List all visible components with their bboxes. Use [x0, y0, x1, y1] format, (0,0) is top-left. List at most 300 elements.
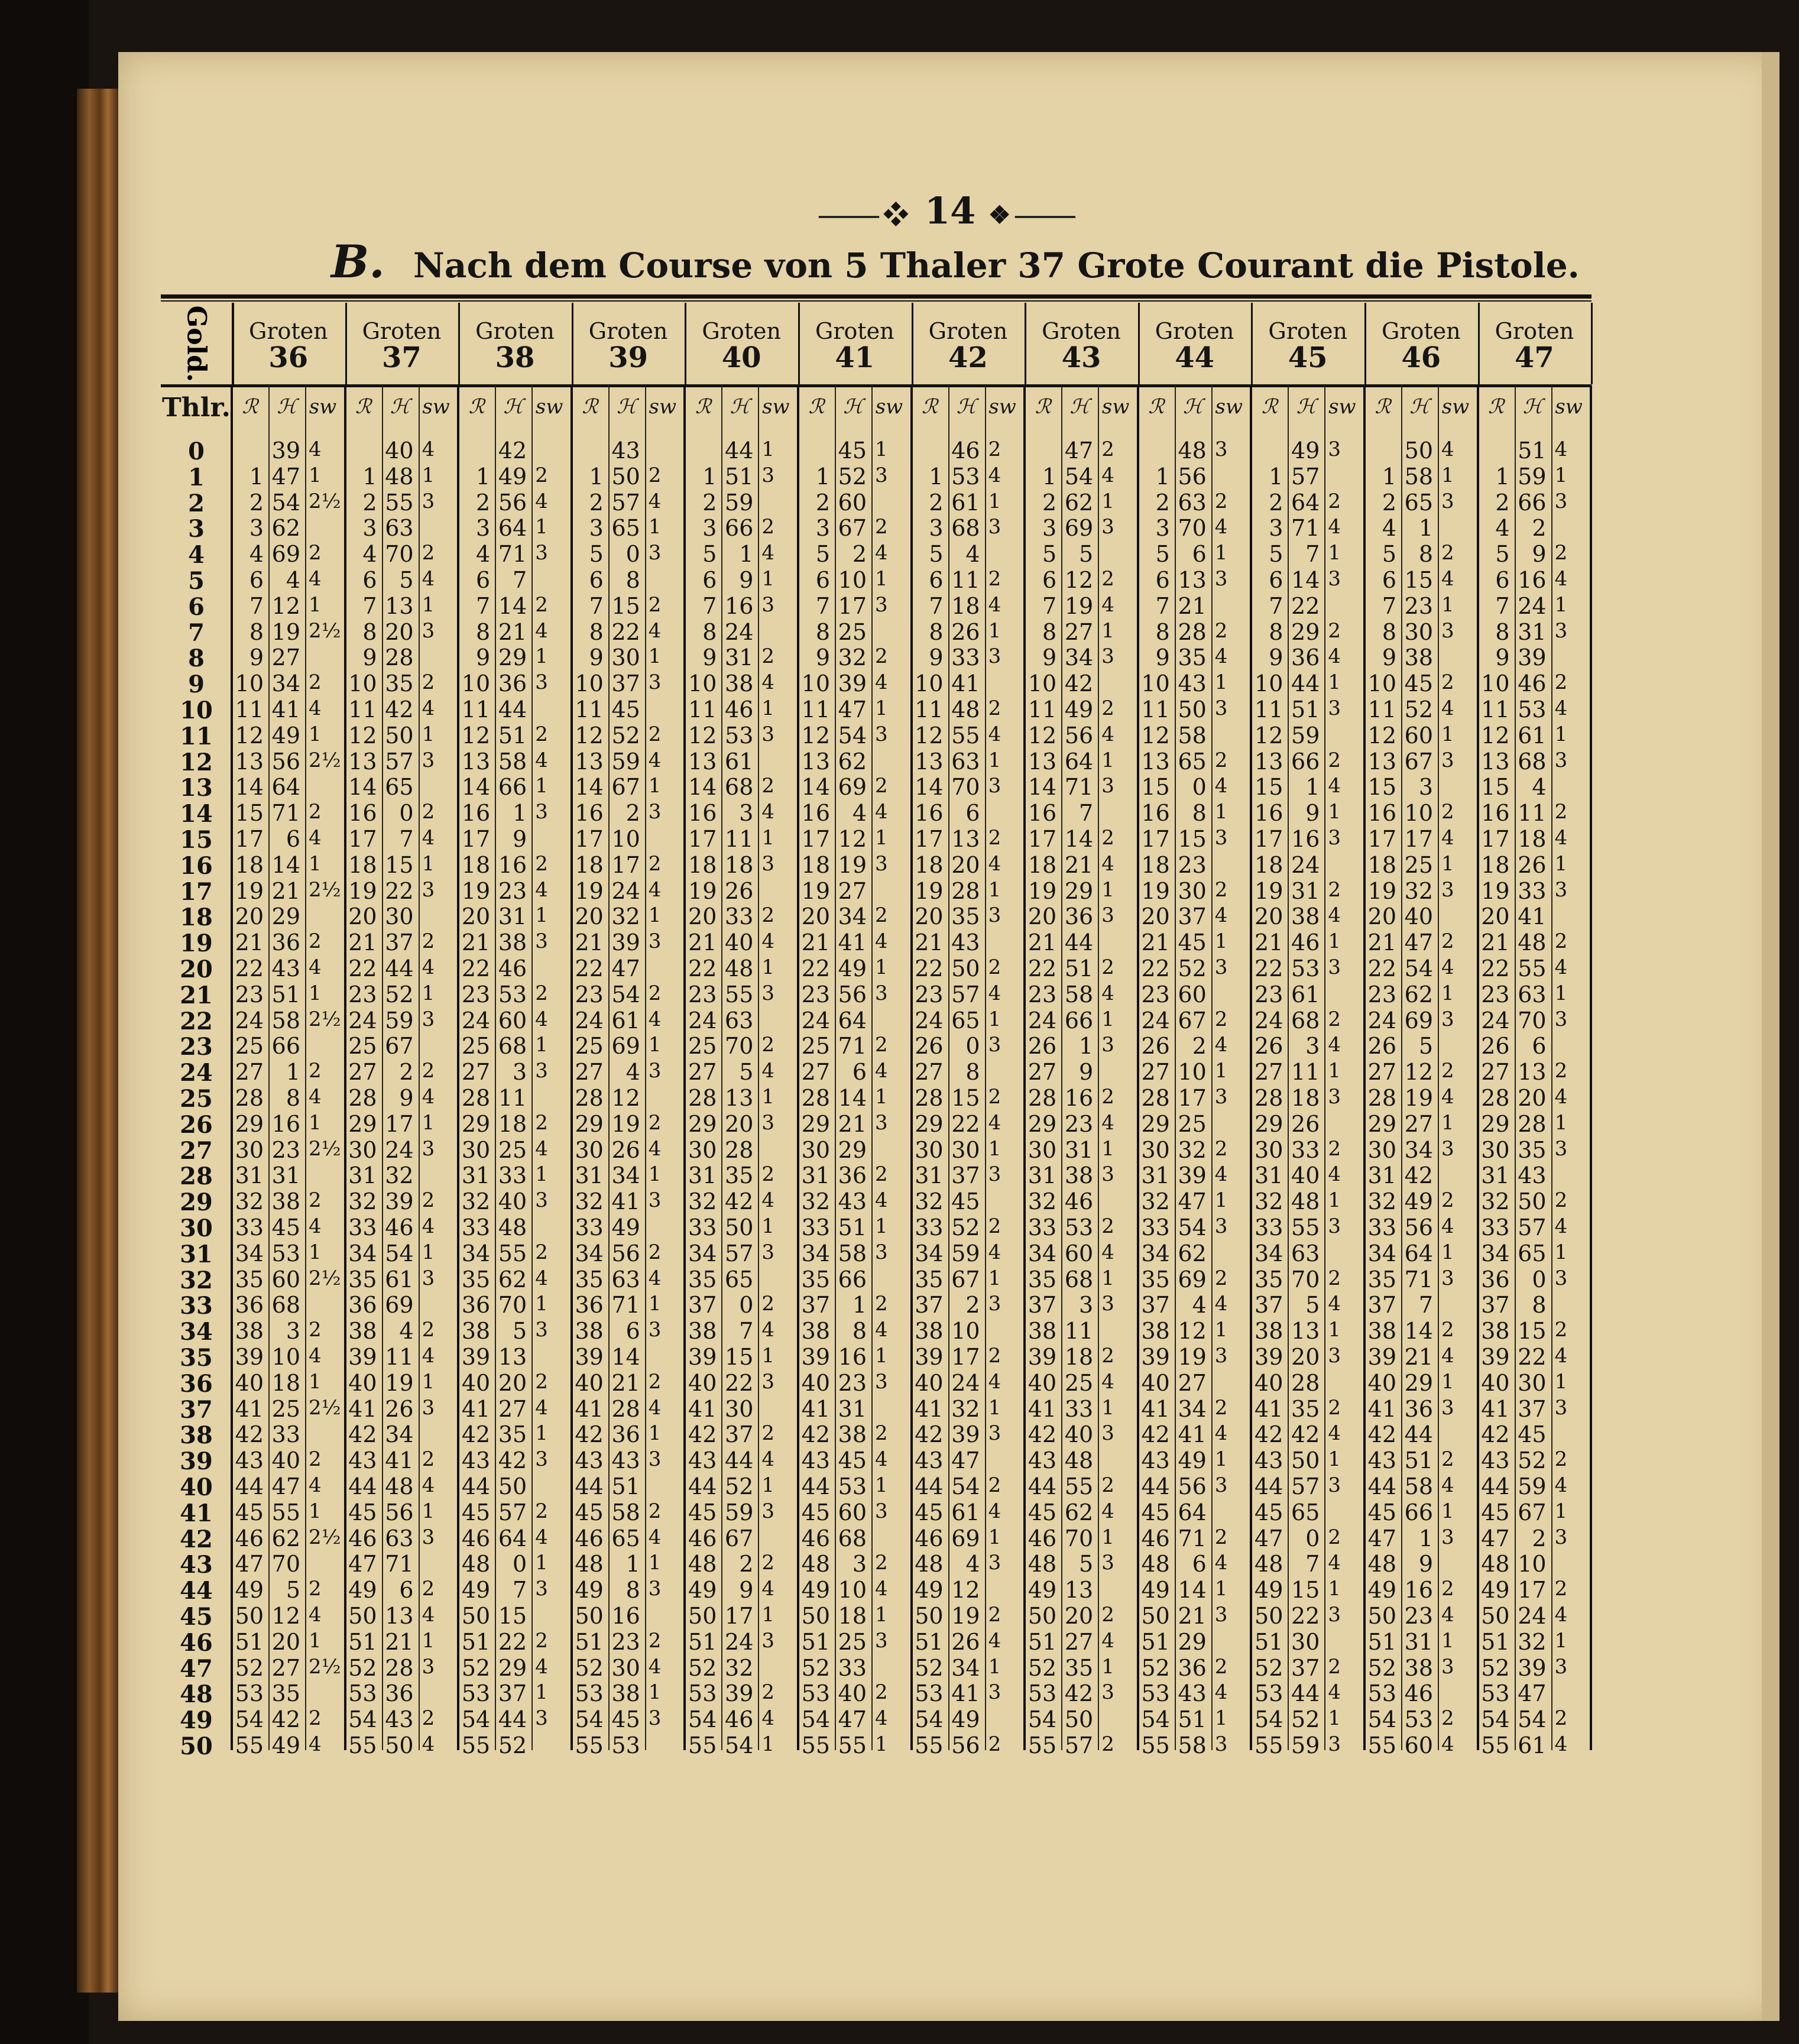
- table-cell: 28: [1255, 1085, 1283, 1111]
- table-cell: 33: [688, 1214, 717, 1240]
- table-cell: 61: [1518, 722, 1547, 749]
- table-cell: 24: [1367, 1007, 1396, 1034]
- table-cell: 24: [915, 1007, 944, 1034]
- table-cell: 2: [761, 1292, 775, 1316]
- table-cell: 10: [1255, 670, 1283, 697]
- table-cell: 4: [988, 722, 1001, 746]
- table-cell: [1098, 1318, 1133, 1343]
- table-cell: 7: [1269, 592, 1283, 619]
- table-cell: 19: [838, 851, 867, 878]
- table-cell: 15: [611, 592, 640, 619]
- table-cell: 2: [1554, 800, 1568, 824]
- table-cell: 54: [725, 1732, 754, 1758]
- table-cell: 35: [1141, 1266, 1170, 1293]
- table-cell: [305, 1421, 341, 1446]
- table-cell: 3: [1328, 1344, 1341, 1368]
- table-cell: [758, 1266, 793, 1291]
- table-cell: 3: [648, 670, 662, 695]
- table-cell: 7: [513, 1577, 527, 1604]
- sub-header-grote: ℋ: [503, 395, 523, 419]
- table-cell: 64: [1064, 748, 1094, 775]
- table-cell: [1324, 1629, 1360, 1654]
- table-cell: 28: [1291, 1369, 1320, 1396]
- table-cell: 67: [1178, 1007, 1207, 1034]
- table-cell: 35: [1255, 1266, 1283, 1293]
- table-cell: 3: [761, 722, 775, 746]
- table-cell: 4: [1495, 515, 1510, 542]
- table-cell: [645, 1344, 680, 1369]
- table-cell: [305, 774, 341, 799]
- table-cell: 44: [1481, 1473, 1510, 1499]
- sub-header-rth: ℛ: [922, 395, 938, 419]
- table-cell: 3: [648, 1447, 662, 1472]
- table-cell: 5: [739, 1059, 754, 1086]
- group-divider: [1590, 386, 1592, 1750]
- table-cell: 69: [951, 1525, 980, 1551]
- table-cell: [1551, 774, 1587, 799]
- table-cell: 3: [875, 1110, 888, 1135]
- table-cell: 25: [461, 1033, 491, 1060]
- groten-value: 39: [608, 341, 648, 374]
- table-cell: 9: [1079, 1059, 1094, 1086]
- table-cell: 6: [625, 1318, 640, 1345]
- table-cell: 9: [1382, 644, 1396, 671]
- table-cell: 4: [1328, 1162, 1341, 1187]
- table-cell: 15: [1291, 1577, 1320, 1604]
- table-cell: 18: [271, 1369, 300, 1396]
- table-cell: 1: [761, 1344, 775, 1368]
- groten-label: Groten: [475, 318, 555, 344]
- table-cell: 4: [648, 1266, 662, 1290]
- table-cell: 25: [1178, 1110, 1207, 1137]
- table-cell: 64: [838, 1007, 867, 1034]
- table-cell: 3: [1554, 1136, 1568, 1161]
- table-cell: 14: [915, 774, 944, 801]
- table-cell: 43: [838, 1188, 867, 1215]
- column-header-37: [345, 303, 461, 384]
- sub-header-swaren: sw: [1555, 395, 1583, 419]
- table-cell: 52: [1404, 697, 1433, 723]
- ornament-left: ⸻❖: [818, 200, 912, 229]
- row-label: 23: [180, 1033, 213, 1061]
- table-cell: 2: [1101, 1473, 1114, 1497]
- table-cell: 1: [648, 1292, 662, 1316]
- table-cell: 22: [1367, 955, 1396, 981]
- table-cell: 4: [1214, 1551, 1228, 1575]
- table-cell: 4: [1554, 1344, 1568, 1368]
- table-cell: 4: [965, 541, 980, 568]
- table-cell: 17: [575, 826, 604, 852]
- table-cell: 38: [1367, 1318, 1396, 1345]
- table-cell: 23: [1178, 851, 1207, 878]
- table-cell: 28: [1518, 1110, 1547, 1137]
- row-label: 39: [180, 1447, 213, 1476]
- table-cell: 49: [801, 1577, 830, 1604]
- table-cell: 4: [1328, 774, 1341, 798]
- table-cell: 2: [1101, 1603, 1114, 1627]
- table-cell: 3: [535, 800, 548, 824]
- table-cell: [1324, 1499, 1360, 1524]
- table-cell: 63: [1291, 1240, 1320, 1266]
- row-label: 50: [180, 1732, 213, 1760]
- table-cell: 38: [838, 1421, 867, 1448]
- table-cell: 3: [875, 463, 888, 487]
- table-cell: 63: [1178, 489, 1207, 516]
- table-cell: 21: [1404, 1344, 1433, 1370]
- table-cell: 27: [235, 1059, 264, 1086]
- table-cell: 54: [951, 1473, 980, 1499]
- table-cell: 56: [1404, 1214, 1433, 1240]
- table-cell: 23: [1141, 981, 1170, 1008]
- table-cell: 12: [1367, 722, 1396, 749]
- table-cell: 55: [688, 1732, 717, 1758]
- table-cell: 0: [625, 541, 640, 568]
- table-cell: 13: [1141, 748, 1170, 775]
- row-label: 30: [180, 1214, 213, 1242]
- table-cell: 1: [1328, 929, 1341, 954]
- table-cell: 32: [1027, 1188, 1057, 1215]
- table-cell: 24: [1141, 1007, 1170, 1034]
- table-cell: 11: [1255, 697, 1283, 723]
- table-cell: 4: [648, 489, 662, 513]
- table-cell: 4: [422, 826, 435, 850]
- table-cell: 22: [1141, 955, 1170, 981]
- table-cell: [798, 438, 830, 462]
- table-cell: 27: [348, 1059, 377, 1086]
- table-cell: 50: [1141, 1603, 1170, 1629]
- table-cell: 44: [498, 1706, 527, 1733]
- table-cell: 24: [801, 1007, 830, 1034]
- table-cell: 1: [1554, 1628, 1568, 1653]
- table-cell: 12: [461, 722, 491, 749]
- table-cell: 4: [309, 826, 322, 850]
- table-cell: 0: [1305, 1525, 1320, 1551]
- groten-value: 42: [948, 341, 988, 374]
- table-cell: 50: [385, 722, 414, 749]
- table-cell: 2: [1441, 670, 1454, 695]
- table-cell: 32: [1255, 1188, 1283, 1215]
- table-cell: 2: [875, 774, 888, 798]
- table-cell: 1: [535, 1162, 548, 1187]
- table-cell: 71: [498, 541, 527, 568]
- table-cell: 2: [535, 722, 548, 746]
- table-cell: 2: [1554, 1577, 1568, 1601]
- table-cell: 31: [1481, 1162, 1510, 1189]
- book-binding: [0, 0, 89, 2044]
- table-cell: 55: [1291, 1214, 1320, 1240]
- table-cell: 2: [535, 463, 548, 487]
- table-cell: 51: [915, 1628, 944, 1655]
- table-cell: 4: [309, 1603, 322, 1627]
- table-cell: [758, 1396, 793, 1421]
- table-cell: 42: [1027, 1421, 1057, 1448]
- table-cell: 40: [348, 1369, 377, 1396]
- table-cell: 43: [461, 1447, 491, 1474]
- table-cell: 8: [476, 618, 491, 645]
- table-cell: 5: [1418, 1033, 1433, 1060]
- row-label: 33: [180, 1292, 213, 1320]
- table-cell: 39: [951, 1421, 980, 1448]
- table-cell: 65: [1291, 1499, 1320, 1525]
- table-cell: 21: [1027, 929, 1057, 956]
- table-cell: [985, 1706, 1020, 1731]
- table-cell: 12: [611, 1085, 640, 1111]
- table-cell: 9: [815, 644, 830, 671]
- table-cell: 14: [1178, 1577, 1207, 1604]
- table-cell: 33: [725, 903, 754, 930]
- table-cell: 51: [611, 1473, 640, 1499]
- table-cell: 3: [988, 903, 1001, 928]
- row-label: 37: [180, 1395, 213, 1424]
- table-cell: 2: [1214, 1525, 1228, 1549]
- table-cell: 19: [915, 877, 944, 904]
- table-cell: 1: [286, 1059, 300, 1086]
- table-cell: 41: [688, 1395, 717, 1422]
- table-cell: 3: [535, 1188, 548, 1213]
- table-cell: 3: [988, 1680, 1001, 1705]
- table-cell: 44: [1367, 1473, 1396, 1499]
- table-cell: 32: [575, 1188, 604, 1215]
- groten-label: Groten: [702, 318, 781, 344]
- table-cell: 54: [801, 1706, 830, 1733]
- table-cell: 27: [271, 644, 300, 671]
- table-cell: 33: [1064, 1395, 1094, 1422]
- table-cell: 24: [1027, 1007, 1057, 1034]
- table-cell: 3: [1214, 826, 1228, 850]
- table-cell: 51: [801, 1628, 830, 1655]
- column-header-39: [572, 303, 687, 384]
- table-cell: 41: [348, 1395, 377, 1422]
- table-cell: 38: [575, 1318, 604, 1345]
- table-cell: 33: [1481, 1214, 1510, 1240]
- table-cell: 4: [1441, 697, 1454, 720]
- table-cell: 44: [1141, 1473, 1170, 1499]
- table-cell: 3: [422, 1136, 435, 1161]
- table-cell: [758, 1137, 793, 1162]
- table-cell: 34: [348, 1240, 377, 1266]
- table-cell: 2: [761, 1421, 775, 1446]
- table-cell: 4: [1328, 644, 1341, 669]
- table-cell: 4: [1101, 1369, 1114, 1394]
- table-cell: 32: [801, 1188, 830, 1215]
- groten-label: Groten: [588, 318, 668, 344]
- table-cell: 14: [1027, 774, 1057, 801]
- table-cell: 69: [611, 1033, 640, 1060]
- table-cell: 27: [271, 1654, 300, 1681]
- groten-value: 38: [495, 341, 535, 374]
- table-cell: 3: [1269, 515, 1283, 542]
- table-cell: 60: [838, 1499, 867, 1525]
- table-cell: 1: [875, 438, 888, 461]
- table-cell: 13: [235, 748, 264, 775]
- table-cell: 27: [801, 1059, 830, 1086]
- table-cell: 1: [513, 800, 527, 827]
- table-cell: 8: [1192, 800, 1207, 827]
- table-cell: 22: [1291, 1603, 1320, 1629]
- title-letter: B.: [331, 235, 385, 288]
- sub-header-swaren: sw: [649, 395, 677, 419]
- table-cell: 43: [611, 1447, 640, 1474]
- table-cell: 3: [761, 592, 775, 617]
- table-cell: 30: [1481, 1136, 1510, 1163]
- table-cell: 69: [1064, 515, 1094, 542]
- table-cell: 38: [1141, 1318, 1170, 1345]
- table-cell: 4: [1214, 515, 1228, 539]
- table-cell: 11: [385, 1344, 414, 1370]
- table-cell: [1324, 464, 1360, 488]
- table-cell: 56: [385, 1499, 414, 1525]
- table-cell: 25: [688, 1033, 717, 1060]
- table-cell: 45: [951, 1188, 980, 1215]
- table-cell: 4: [988, 463, 1001, 487]
- table-cell: [531, 1214, 567, 1239]
- table-cell: 2: [702, 489, 717, 516]
- table-cell: 68: [838, 1525, 867, 1551]
- table-cell: 2½: [309, 748, 341, 772]
- table-cell: 66: [1518, 489, 1547, 516]
- table-cell: 45: [915, 1499, 944, 1525]
- table-cell: 28: [725, 1136, 754, 1163]
- table-cell: 18: [1367, 851, 1396, 878]
- table-cell: 2: [1101, 1344, 1114, 1368]
- table-cell: 22: [461, 955, 491, 981]
- table-cell: 4: [535, 877, 548, 902]
- table-cell: 57: [1064, 1732, 1094, 1758]
- table-cell: 3: [875, 592, 888, 617]
- table-cell: 1: [1101, 1007, 1114, 1031]
- table-cell: 15: [1367, 774, 1396, 801]
- table-cell: 4: [1441, 438, 1454, 461]
- table-cell: 1: [1328, 1188, 1341, 1213]
- table-cell: 1: [1441, 1369, 1454, 1394]
- table-cell: 55: [235, 1732, 264, 1758]
- table-cell: 3: [1554, 877, 1568, 902]
- row-label: 9: [188, 670, 205, 699]
- table-cell: 31: [1064, 1136, 1094, 1163]
- table-cell: 32: [1518, 1628, 1547, 1655]
- table-cell: 52: [461, 1654, 491, 1681]
- table-cell: 45: [611, 697, 640, 723]
- table-cell: 35: [915, 1266, 944, 1293]
- table-cell: 3: [1441, 489, 1454, 513]
- table-cell: 13: [1255, 748, 1283, 775]
- table-cell: 4: [1328, 1680, 1341, 1705]
- table-cell: [305, 1162, 341, 1187]
- table-cell: 1: [648, 1680, 662, 1705]
- table-cell: 55: [1481, 1732, 1510, 1758]
- table-cell: 38: [611, 1680, 640, 1707]
- table-cell: 2: [929, 489, 944, 516]
- table-cell: [1098, 1706, 1133, 1731]
- table-cell: 3: [1328, 1085, 1341, 1109]
- table-cell: 49: [1481, 1577, 1510, 1604]
- column-header-41: [798, 303, 913, 384]
- table-cell: 61: [1291, 981, 1320, 1008]
- table-cell: 20: [385, 618, 414, 645]
- table-cell: 42: [725, 1188, 754, 1215]
- table-cell: 4: [875, 800, 888, 824]
- table-cell: 42: [915, 1421, 944, 1448]
- table-cell: 4: [761, 1188, 775, 1213]
- table-cell: 53: [1064, 1214, 1094, 1240]
- table-cell: 11: [915, 697, 944, 723]
- column-header-46: [1364, 303, 1480, 384]
- table-cell: 4: [309, 1732, 322, 1756]
- table-cell: 45: [1404, 670, 1433, 697]
- table-cell: 28: [575, 1085, 604, 1111]
- table-cell: 30: [575, 1136, 604, 1163]
- table-cell: 1: [1214, 1318, 1228, 1342]
- table-cell: 49: [271, 722, 300, 749]
- table-cell: 17: [1027, 826, 1057, 852]
- table-cell: 33: [575, 1214, 604, 1240]
- table-cell: 1: [648, 1162, 662, 1187]
- table-cell: 51: [1255, 1628, 1283, 1655]
- table-cell: [1098, 800, 1133, 825]
- table-cell: 68: [1518, 748, 1547, 775]
- table-cell: 49: [1064, 697, 1094, 723]
- table-cell: 2: [1101, 1732, 1114, 1756]
- row-label: 11: [180, 722, 213, 750]
- table-cell: 3: [648, 541, 662, 565]
- table-cell: 1: [1418, 1525, 1433, 1551]
- table-cell: 5: [702, 541, 717, 568]
- table-cell: 33: [1518, 877, 1547, 904]
- row-label: 8: [188, 644, 205, 673]
- table-cell: 4: [1328, 1292, 1341, 1316]
- sub-header-grote: ℋ: [390, 395, 410, 419]
- table-cell: 31: [1367, 1162, 1396, 1189]
- table-cell: 35: [575, 1266, 604, 1293]
- table-cell: 35: [1178, 644, 1207, 671]
- table-cell: 20: [1481, 903, 1510, 930]
- table-cell: 27: [1481, 1059, 1510, 1086]
- row-label: 10: [180, 697, 213, 724]
- table-cell: 2: [535, 851, 548, 876]
- table-cell: [1098, 929, 1133, 954]
- table-cell: 1: [1214, 1188, 1228, 1213]
- row-label: 16: [180, 851, 213, 880]
- table-cell: 3: [1328, 1473, 1341, 1497]
- table-cell: 60: [838, 489, 867, 516]
- table-cell: 53: [1255, 1680, 1283, 1707]
- table-cell: 29: [801, 1110, 830, 1137]
- table-cell: [531, 1085, 567, 1110]
- row-label: 6: [188, 592, 205, 621]
- table-cell: [531, 955, 567, 980]
- table-cell: 39: [461, 1344, 491, 1370]
- table-cell: 20: [801, 903, 830, 930]
- table-cell: 36: [575, 1292, 604, 1319]
- table-cell: 4: [1554, 697, 1568, 720]
- table-cell: 41: [385, 1447, 414, 1474]
- column-header-44: [1138, 303, 1253, 384]
- table-cell: 4: [1101, 463, 1114, 487]
- table-cell: [1478, 438, 1510, 462]
- table-cell: 4: [875, 929, 888, 954]
- row-label: 42: [180, 1525, 213, 1553]
- table-cell: 2: [625, 800, 640, 827]
- table-cell: 2: [422, 800, 435, 824]
- table-cell: 9: [929, 644, 944, 671]
- table-cell: 46: [235, 1525, 264, 1551]
- table-cell: 33: [801, 1214, 830, 1240]
- table-cell: 3: [1441, 1007, 1454, 1031]
- table-cell: 3: [875, 1240, 888, 1264]
- table-cell: 10: [461, 670, 491, 697]
- table-cell: 31: [1141, 1162, 1170, 1189]
- table-cell: 29: [1367, 1110, 1396, 1137]
